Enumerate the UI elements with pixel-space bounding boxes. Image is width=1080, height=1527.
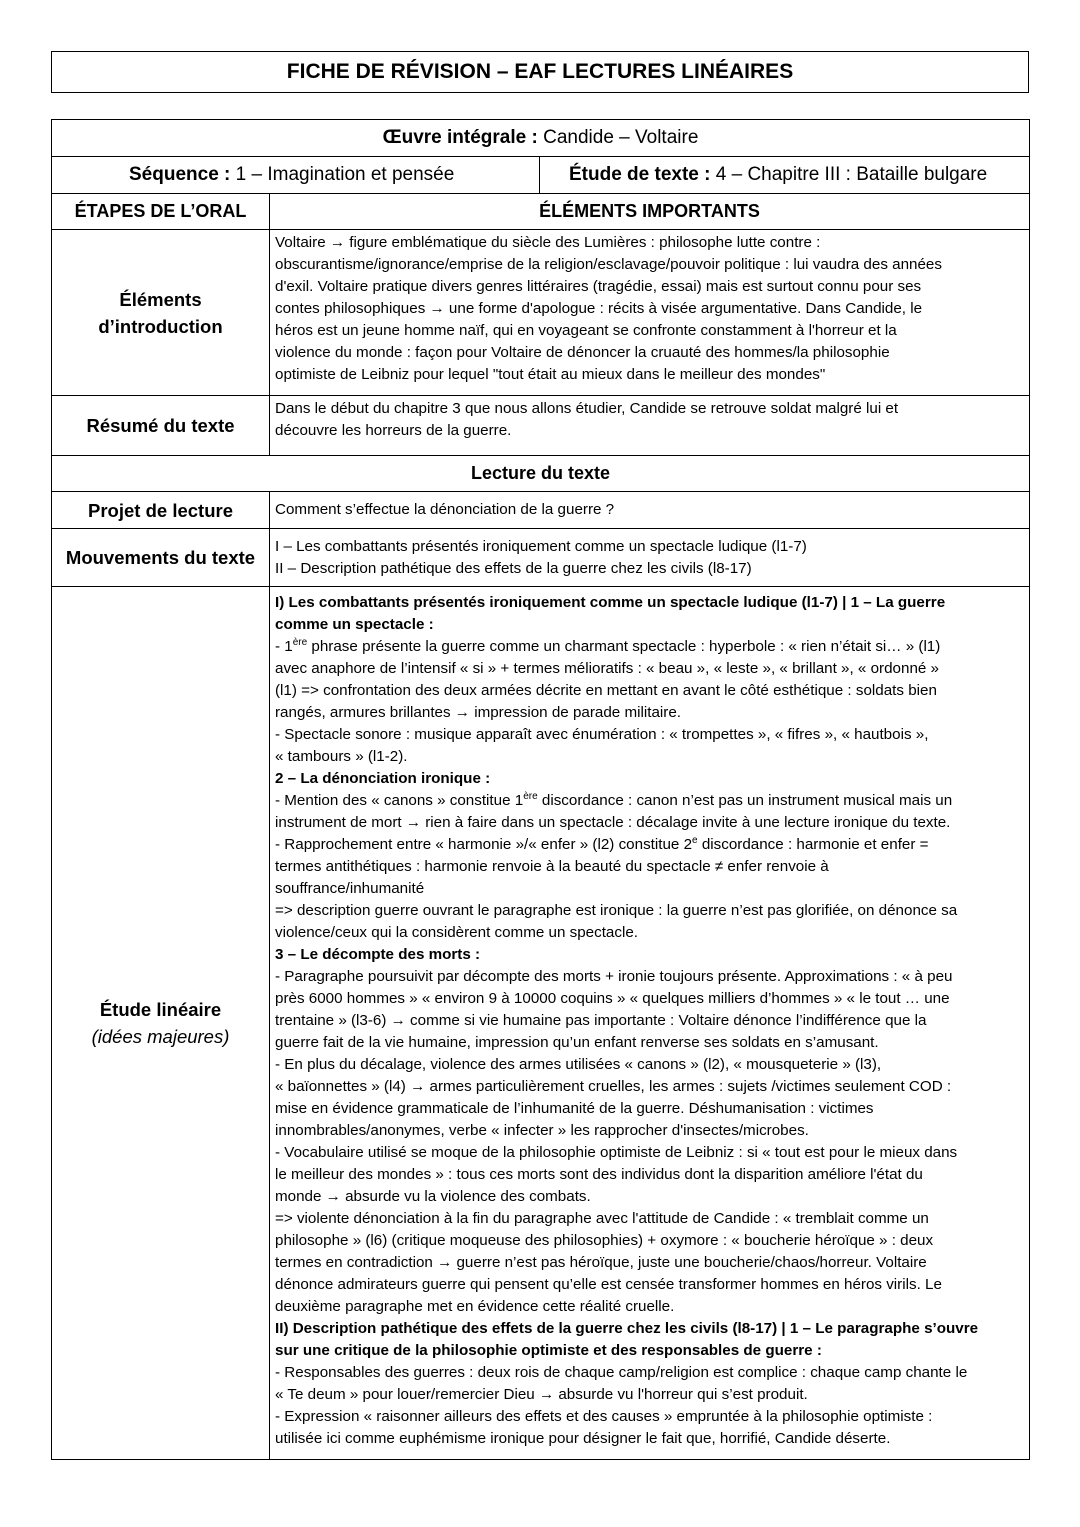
header-row bbox=[52, 194, 1030, 230]
etude-line-part: discordance : canon n’est pas un instrument musical mais un bbox=[537, 792, 953, 809]
etude-line: guerre fait de la vie humaine, impression qu’un enfant renverse ses soldats en s’amusant. bbox=[275, 1034, 879, 1051]
intro-line: violence du monde : façon pour Voltaire de dénoncer la cruauté des hommes/la philosophie bbox=[275, 344, 890, 361]
etude-lineaire-label: Étude linéaire bbox=[99, 999, 222, 1020]
etude-line-part: - 1 bbox=[275, 638, 293, 655]
lecture-heading: Lecture du texte bbox=[52, 456, 1030, 492]
etude-line: - Expression « raisonner ailleurs des effets et des causes » empruntée à la philosophie optimiste : bbox=[275, 1408, 933, 1425]
sequence-row bbox=[52, 157, 1030, 194]
etude-line bbox=[275, 636, 1023, 658]
etude-line: innombrables/anonymes, verbe « infecter » les rapprocher d'insectes/microbes. bbox=[275, 1122, 809, 1139]
mouvements-row bbox=[52, 529, 1030, 587]
mouvement-line: II – Description pathétique des effets de la guerre chez les civils (l8-17) bbox=[275, 559, 752, 577]
etude-line: près 6000 hommes » « environ 9 à 10000 coquins » « quelques milliers d’hommes » « le tout … une bbox=[275, 990, 950, 1007]
etude-line: termes antithétiques : harmonie renvoie à la beauté du spectacle ≠ enfer renvoie à bbox=[275, 858, 829, 875]
intro-line: d'exil. Voltaire pratique divers genres littéraires (tragédie, essai) mais est surtout connu pour ses bbox=[275, 278, 922, 295]
oeuvre-row bbox=[52, 120, 1030, 157]
etude-line: => description guerre ouvrant le paragraphe est ironique : la guerre n’est pas glorifiée, on dénonce sa bbox=[275, 902, 958, 919]
intro-line: héros est un jeune homme naïf, qui en voyageant se confronte constamment à l'horreur et la bbox=[275, 322, 897, 339]
etude-texte-value: 4 – Chapitre III : Bataille bulgare bbox=[710, 164, 988, 185]
intro-line: Voltaire → figure emblématique du siècle des Lumières : philosophe lutte contre : bbox=[275, 234, 821, 251]
intro-row bbox=[52, 230, 1030, 396]
projet-value: Comment s’effectue la dénonciation de la guerre ? bbox=[270, 492, 1030, 529]
header-elements: ÉLÉMENTS IMPORTANTS bbox=[270, 194, 1030, 230]
etude-line: avec anaphore de l’intensif « si » + termes mélioratifs : « beau », « leste », « brillant », « ordonné » bbox=[275, 660, 940, 677]
etude-line: « tambours » (l1-2). bbox=[275, 748, 408, 765]
projet-label: Projet de lecture bbox=[52, 492, 270, 529]
etude-line: mise en évidence grammaticale de l’inhumanité de la guerre. Déshumanisation : victimes bbox=[275, 1100, 874, 1117]
section-heading: 2 – La dénonciation ironique : bbox=[275, 770, 491, 787]
lecture-row bbox=[52, 456, 1030, 492]
revision-table bbox=[51, 119, 1030, 1460]
etude-line: le meilleur des mondes » : tous ces morts sont des individus dont la disparition améliore l'état du bbox=[275, 1166, 923, 1183]
document-title-text: FICHE DE RÉVISION – EAF LECTURES LINÉAIRES bbox=[286, 60, 794, 83]
etude-line: violence/ceux qui la considèrent comme un spectacle. bbox=[275, 924, 639, 941]
etude-line: - Responsables des guerres : deux rois de chaque camp/religion est complice : chaque camp chante le bbox=[275, 1364, 968, 1381]
mouvements-label: Mouvements du texte bbox=[52, 529, 270, 587]
document-title bbox=[51, 51, 1029, 93]
etude-line: (l1) => confrontation des deux armées décrite en mettant en avant le côté esthétique : soldats bien bbox=[275, 682, 937, 699]
oeuvre-cell bbox=[52, 120, 1030, 157]
section-heading: sur une critique de la philosophie optimiste et des responsables de guerre : bbox=[275, 1342, 822, 1359]
etude-line: « Te deum » pour louer/remercier Dieu → absurde vu l'horreur qui s’est produit. bbox=[275, 1386, 808, 1403]
etude-line: philosophe » (l6) (critique moqueuse des philosophies) + oxymore : « boucherie héroïque » : deux bbox=[275, 1232, 934, 1249]
mouvements-text-cell bbox=[270, 529, 1030, 587]
etude-line: => violente dénonciation à la fin du paragraphe avec l'attitude de Candide : « tremblait comme un bbox=[275, 1210, 929, 1227]
etude-line-part: phrase présente la guerre comme un charmant spectacle : hyperbole : « rien n’était si… » (l1) bbox=[307, 638, 941, 655]
etude-line: - En plus du décalage, violence des armes utilisées « canons » (l2), « mousqueterie » (l3), bbox=[275, 1056, 882, 1073]
etude-line-part: - Rapprochement entre « harmonie »/« enfer » (l2) constitue 2 bbox=[275, 836, 693, 853]
etude-line: utilisée ici comme euphémisme ironique pour désigner le fait que, horrifié, Candide déserte. bbox=[275, 1430, 891, 1447]
intro-label-line2: d’introduction bbox=[98, 315, 223, 337]
sequence-label: Séquence : bbox=[129, 164, 231, 185]
etude-lineaire-label-cell bbox=[52, 587, 270, 1460]
superscript: ère bbox=[523, 790, 538, 802]
etude-line: trentaine » (l3-6) → comme si vie humaine pas importante : Voltaire dénonce l’indifférence que la bbox=[275, 1012, 927, 1029]
section-heading: 3 – Le décompte des morts : bbox=[275, 946, 481, 963]
resume-line: Dans le début du chapitre 3 que nous allons étudier, Candide se retrouve soldat malgré lui et bbox=[275, 400, 899, 417]
etude-texte-cell bbox=[540, 157, 1030, 194]
etude-line: monde → absurde vu la violence des combats. bbox=[275, 1188, 591, 1205]
etude-line bbox=[275, 790, 1023, 812]
oeuvre-label: Œuvre intégrale : bbox=[382, 127, 538, 148]
mouvement-line: I – Les combattants présentés ironiquement comme un spectacle ludique (l1-7) bbox=[275, 537, 807, 555]
projet-row bbox=[52, 492, 1030, 529]
etude-line: rangés, armures brillantes → impression de parade militaire. bbox=[275, 704, 682, 721]
etude-line: - Vocabulaire utilisé se moque de la philosophie optimiste de Leibniz : si « tout est pour le mieux dans bbox=[275, 1144, 958, 1161]
etude-line: deuxième paragraphe met en évidence cette réalité cruelle. bbox=[275, 1298, 675, 1315]
superscript: ère bbox=[292, 636, 308, 648]
etude-line: termes en contradiction → guerre n’est pas héroïque, juste une boucherie/chaos/horreur. Voltaire bbox=[275, 1254, 927, 1271]
intro-line: optimiste de Leibniz pour lequel "tout était au mieux dans le meilleur des mondes" bbox=[275, 366, 826, 383]
etude-line: instrument de mort → rien à faire dans un spectacle : décalage invite à une lecture ironique du texte. bbox=[275, 814, 951, 831]
etude-lineaire-row bbox=[52, 587, 1030, 1460]
etude-line: - Spectacle sonore : musique apparaît avec énumération : « trompettes », « fifres », « hautbois », bbox=[275, 726, 929, 743]
etude-lineaire-sublabel: (idées majeures) bbox=[91, 1026, 230, 1047]
etude-texte-label: Étude de texte : bbox=[569, 164, 711, 185]
intro-line: contes philosophiques → une forme d'apologue : récits à visée argumentative. Dans Candide, le bbox=[275, 300, 923, 317]
superscript: e bbox=[692, 834, 698, 846]
resume-label: Résumé du texte bbox=[52, 396, 270, 456]
etude-line-part: discordance : harmonie et enfer = bbox=[697, 836, 929, 853]
section-heading: I) Les combattants présentés ironiquement comme un spectacle ludique (l1-7) | 1 – La guerre bbox=[275, 594, 946, 611]
resume-line: découvre les horreurs de la guerre. bbox=[275, 422, 512, 439]
etude-line: « baïonnettes » (l4) → armes particulièrement cruelles, les armes : sujets /victimes seulement COD : bbox=[275, 1078, 952, 1095]
header-etapes: ÉTAPES DE L’ORAL bbox=[52, 194, 270, 230]
section-heading: comme un spectacle : bbox=[275, 616, 434, 633]
oeuvre-value: Candide – Voltaire bbox=[537, 127, 699, 148]
sequence-value: 1 – Imagination et pensée bbox=[230, 164, 455, 185]
etude-line: souffrance/inhumanité bbox=[275, 880, 425, 897]
etude-line: - Paragraphe poursuivit par décompte des morts + ironie toujours présente. Approximations : « à peu bbox=[275, 968, 953, 985]
intro-text-cell bbox=[270, 230, 1030, 396]
intro-label-cell bbox=[52, 230, 270, 396]
resume-text-cell bbox=[270, 396, 1030, 456]
resume-row bbox=[52, 396, 1030, 456]
intro-line: obscurantisme/ignorance/emprise de la religion/esclavage/pouvoir politique : lui vaudra des années bbox=[275, 256, 942, 273]
intro-label-line1: Éléments bbox=[119, 288, 202, 310]
etude-line-part: - Mention des « canons » constitue 1 bbox=[275, 792, 524, 809]
etude-line bbox=[275, 834, 1023, 856]
etude-line: dénonce admirateurs guerre qui pensent qu’elle est censée transformer hommes en héros virils. Le bbox=[275, 1276, 942, 1293]
sequence-cell bbox=[52, 157, 540, 194]
etude-lineaire-text-cell bbox=[270, 587, 1030, 1460]
section-heading: II) Description pathétique des effets de la guerre chez les civils (l8-17) | 1 – Le paragraphe s’ouvre bbox=[275, 1320, 979, 1337]
